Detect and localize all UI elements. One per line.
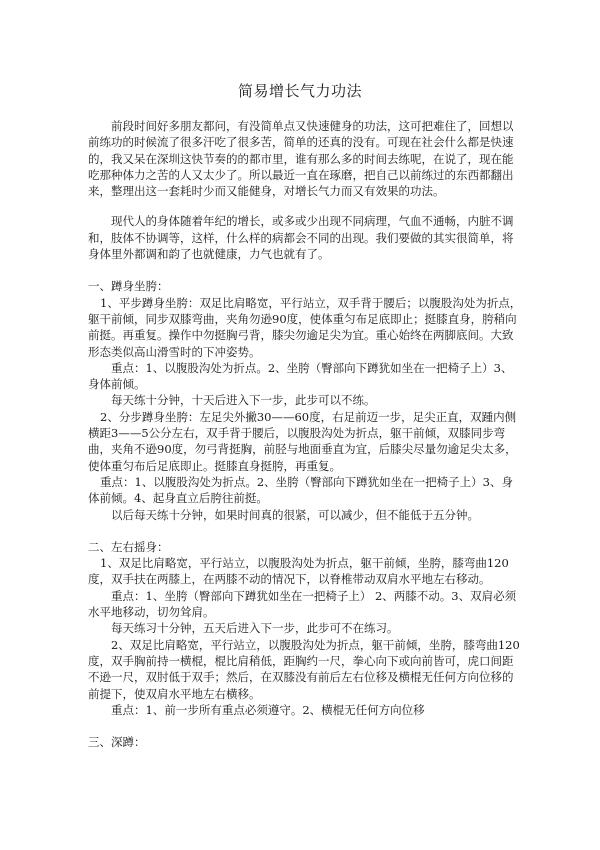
section-1-heading: 一、蹲身坐胯： (88, 279, 169, 294)
section-1-item-2-frequency: 以后每天练十分钟，如果时间真的很紧，可以减少，但不能低于五分钟。 (111, 507, 479, 522)
section-1-item-1: 1、平步蹲身坐胯：双足比肩略宽，平行站立，双手背于腰后；以腹股沟处为折点，躯干前倾，同步双膝弯曲，夹角勿逊90度，使体重匀布足底即止；挺膝直身，胯稍向前挺。再重复。操作中勿挺胸弓背，膝尖勿逾足尖为宜。重心始终在两脚底间。大致形态类似高山滑雪时的下冲姿势。 (88, 295, 522, 359)
document-body (88, 118, 522, 750)
section-1-item-1-frequency: 每天练十分钟，十天后进入下一步，此步可以不练。 (111, 393, 376, 408)
intro-paragraph-2: 现代人的身体随着年纪的增长，或多或少出现不同病理，气血不通畅，内脏不调和，肢体不协调等，这样，什么样的病都会不同的出现。我们要做的其实很简单，将身体里外都调和韵了也就健康，力气也就有了。 (88, 214, 514, 262)
section-2-item-2: 2、双足比肩略宽，平行站立，以腹股沟处为折点，躯干前倾，坐胯，膝弯曲120度，双手胸前持一横棍，棍比肩稍低，距胸约一尺，拳心向下或向前皆可，虎口间距不逊一尺，双肘低于双手；然后，在双膝没有前后左右位移及横棍无任何方向位移的前提下，使双肩水平地左右横移。 (88, 637, 520, 701)
intro-paragraph-1: 前段时间好多朋友都问，有没简单点又快速健身的功法，这可把难住了，回想以前练功的时候流了很多汗吃了很多苦，简单的还真的没有。可现在社会什么都是快速的，我又呆在深圳这快节奏的的都市里，谁有那么多的时间去练呢，在说了，现在能吃那种体力之苦的人又太少了。所以最近一直在琢磨，把自己以前练过的东西都翻出来，整理出这一套耗时少而又能健身，对增长气力而又有效果的功法。 (88, 119, 514, 199)
section-2-item-2-key-points: 重点：1、前一步所有重点必须遵守。2、横棍无任何方向位移 (111, 702, 425, 717)
section-2-item-1: 1、双足比肩略宽，平行站立，以腹股沟处为折点，躯干前倾，坐胯，膝弯曲120度，双手扶在两膝上，在两膝不动的情况下，以脊椎带动双肩水平地左右移动。 (88, 556, 509, 587)
section-3-heading: 三、深蹲： (88, 735, 146, 750)
section-1-item-2-key-points: 重点：1、以腹股沟处为折点。2、坐胯（臀部向下蹲犹如坐在一把椅子上）3、身体前倾。4、起身直立后胯往前挺。 (88, 474, 513, 506)
document-title: 简易增长气力功法 (237, 82, 362, 100)
section-1-item-1-key-points: 重点：1、以腹股沟处为折点。2、坐胯（臀部向下蹲犹如坐在一把椅子上）3、身体前倾。 (88, 360, 513, 392)
section-2-item-1-key-points: 重点：1、坐胯（臀部向下蹲犹如坐在一把椅子上） 2、两膝不动。3、双肩必须水平地移动，切勿耸肩。 (88, 588, 517, 620)
section-1-item-2: 2、分步蹲身坐胯：左足尖外撇30——60度，右足前迈一步，足尖正直，双踵内侧横距3——5公分左右，双手背于腰后，以腹股沟处为折点，躯干前倾，双膝同步弯曲，夹角不逊90度，勿弓背挺胸，前胫与地面垂直为宜，后膝尖尽量勿逾足尖太多，使体重匀布后足底即止。挺膝直身挺胯，再重复。 (88, 409, 517, 473)
section-2-item-1-frequency: 每天练习十分钟，五天后进入下一步，此步可不在练习。 (111, 621, 399, 636)
section-2-heading: 二、左右摇身： (88, 539, 169, 554)
